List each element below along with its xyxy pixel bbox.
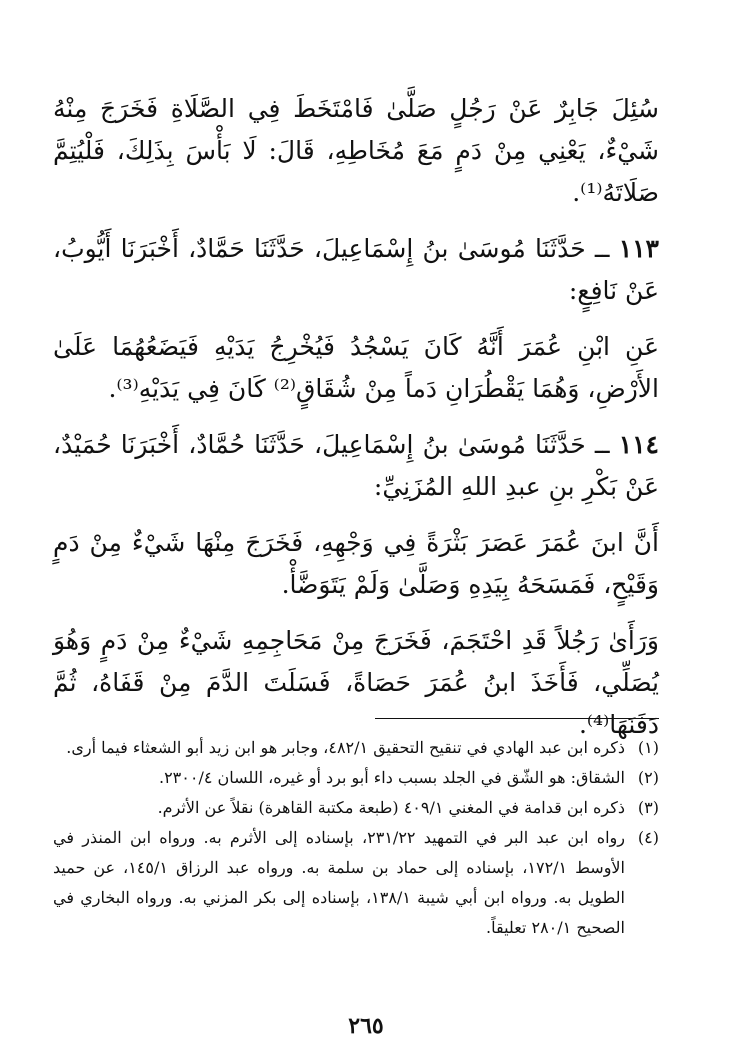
footnote-divider xyxy=(375,718,659,719)
footnote-text: ذكره ابن عبد الهادي في تنقيح التحقيق ٤٨٢/١، وجابر هو ابن زيد أبو الشعثاء فيما أرى. xyxy=(66,738,625,757)
footnote-number: (٣) xyxy=(637,798,659,817)
footnote-text: ذكره ابن قدامة في المغني ٤٠٩/١ (طبعة مكتبة القاهرة) نقلاً عن الأثرم. xyxy=(157,798,625,817)
footnote-text: رواه ابن عبد البر في التمهيد ٢٣١/٢٢، بإسناده إلى الأثرم به. ورواه ابن المنذر في الأوسط ١٧٢/١، بإسناده إلى حماد بن سلمة به. ورواه عبد الرزاق ١٤٥/١، عن حميد الطويل به. ورواه ابن أبي شيبة ١٣٨/١، بإسناده إلى بكر المزني به. ورواه البخاري في الصحيح ٢٨٠/١ تعليقاً. xyxy=(53,828,626,937)
footnotes xyxy=(53,733,659,943)
hadith-113-text: عَنِ ابْنِ عُمَرَ أَنَّهُ كَانَ يَسْجُدُ فَيُخْرِجُ يَدَيْهِ فَيَضَعُهُمَا عَلَىٰ الأَرْضِ، وَهُمَا يَقْطُرَانِ دَماً مِنْ شُقَاقٍ⁽²⁾ كَانَ فِي يَدَيْهِ⁽³⁾. xyxy=(53,332,659,403)
hadith-114-isnad xyxy=(53,424,659,508)
footnote-2 xyxy=(53,763,659,793)
hadith-113-isnad xyxy=(53,228,659,312)
footnote-3 xyxy=(53,793,659,823)
paragraph-jabir-report: سُئِلَ جَابِرٌ عَنْ رَجُلٍ صَلَّىٰ فَامْتَخَطَ فِي الصَّلَاةِ فَخَرَجَ مِنْهُ شَيْءٌ، يَعْنِي مِنْ دَمٍ مَعَ مُخَاطِهِ، قَالَ: لَا بَأْسَ بِذَلِكَ، فَلْيُتِمَّ صَلَاتَهُ⁽¹⁾. xyxy=(53,94,659,207)
hadith-number-113: ١١٣ xyxy=(618,234,659,263)
main-text xyxy=(53,88,659,746)
footnote-number: (٤) xyxy=(637,828,659,847)
footnote-4 xyxy=(53,823,659,943)
footnote-number: (١) xyxy=(637,738,659,757)
hadith-114-chain: ــ حَدَّثَنَا مُوسَىٰ بنُ إِسْمَاعِيلَ، حَدَّثَنَا حُمَّادٌ، أَخْبَرَنَا حُمَيْدٌ، عَنْ بَكْرِ بنِ عبدِ اللهِ المُزَنِيِّ: xyxy=(53,430,659,501)
page-number: ٢٦٥ xyxy=(348,1013,384,1039)
footnote-number: (٢) xyxy=(637,768,659,787)
hadith-114-text: أَنَّ ابنَ عُمَرَ عَصَرَ بَثْرَةً فِي وَجْهِهِ، فَخَرَجَ مِنْهَا شَيْءٌ مِنْ دَمٍ وَقَيْحٍ، فَمَسَحَهُ بِيَدِهِ وَصَلَّىٰ وَلَمْ يَتَوَضَّأْ. xyxy=(53,528,659,599)
hadith-114-text-continued: وَرَأَىٰ رَجُلاً قَدِ احْتَجَمَ، فَخَرَجَ مِنْ مَحَاجِمِهِ شَيْءٌ مِنْ دَمٍ وَهُوَ يُصَلِّي، فَأَخَذَ ابنُ عُمَرَ حَصَاةً، فَسَلَتَ الدَّمَ مِنْ قَفَاهُ، ثُمَّ دَفَنَهَا⁽⁴⁾. xyxy=(53,626,659,739)
footnote-text: الشقاق: هو الشّق في الجلد بسبب داء أبو برد أو غيره، اللسان ٢٣٠٠/٤. xyxy=(158,768,625,787)
hadith-number-114: ١١٤ xyxy=(618,430,659,459)
hadith-113-chain: ــ حَدَّثَنَا مُوسَىٰ بنُ إِسْمَاعِيلَ، حَدَّثَنَا حَمَّادٌ، أَخْبَرَنَا أَيُّوبُ، عَنْ نَافِعٍ: xyxy=(53,234,659,305)
footnote-1 xyxy=(53,733,659,763)
